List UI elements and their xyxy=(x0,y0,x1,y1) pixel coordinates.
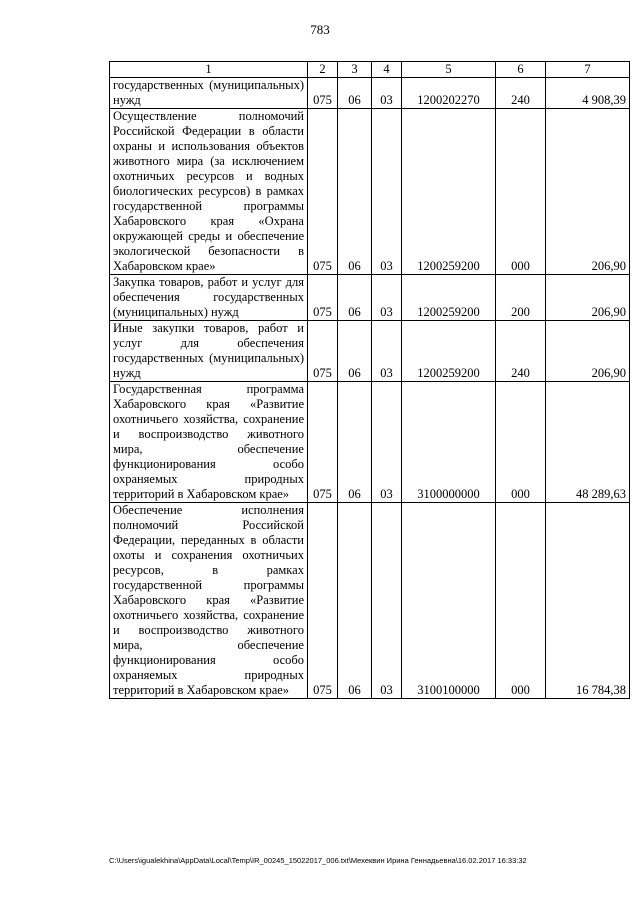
table-row xyxy=(110,321,630,382)
row-code-subsection: 03 xyxy=(372,382,402,503)
row-code-subsection: 03 xyxy=(372,503,402,699)
row-code-expense-type: 240 xyxy=(496,78,546,109)
row-code-target: 1200202270 xyxy=(402,78,496,109)
row-name: Иные закупки товаров, работ и услуг для обеспечения государственных (муниципальных) нужд xyxy=(110,321,308,382)
row-code-section: 06 xyxy=(338,109,372,275)
row-amount: 48 289,63 xyxy=(546,382,630,503)
row-code-expense-type: 000 xyxy=(496,503,546,699)
row-name: государственных (муниципальных) нужд xyxy=(110,78,308,109)
row-code-subsection: 03 xyxy=(372,321,402,382)
header-row xyxy=(110,62,630,78)
table-row xyxy=(110,78,630,109)
row-code-target: 1200259200 xyxy=(402,275,496,321)
table-row xyxy=(110,275,630,321)
page-number: 783 xyxy=(310,22,330,37)
row-name: Закупка товаров, работ и услуг для обеспечения государственных (муниципальных) нужд xyxy=(110,275,308,321)
row-code-expense-type: 000 xyxy=(496,109,546,275)
row-code-subsection: 03 xyxy=(372,78,402,109)
row-code-subsection: 03 xyxy=(372,275,402,321)
row-code-subsection: 03 xyxy=(372,109,402,275)
header-col-5: 5 xyxy=(402,62,496,78)
row-code-ministry: 075 xyxy=(308,78,338,109)
row-code-section: 06 xyxy=(338,321,372,382)
row-code-expense-type: 240 xyxy=(496,321,546,382)
row-code-target: 1200259200 xyxy=(402,109,496,275)
row-code-expense-type: 000 xyxy=(496,382,546,503)
row-code-ministry: 075 xyxy=(308,109,338,275)
row-amount: 4 908,39 xyxy=(546,78,630,109)
table-row xyxy=(110,382,630,503)
header-col-4: 4 xyxy=(372,62,402,78)
header-col-3: 3 xyxy=(338,62,372,78)
table-row xyxy=(110,109,630,275)
row-code-target: 1200259200 xyxy=(402,321,496,382)
row-code-ministry: 075 xyxy=(308,275,338,321)
row-code-section: 06 xyxy=(338,503,372,699)
row-amount: 206,90 xyxy=(546,275,630,321)
row-code-ministry: 075 xyxy=(308,503,338,699)
row-name: Обеспечение исполнения полномочий Российской Федерации, переданных в области охоты и сохранения охотничьих ресурсов, в рамках государственной программы Хабаровского края «Развитие охотничьего хозяйства, сохранение и воспроизводство животного мира, обеспечение функционирования особо охраняемых природных территорий в Хабаровском крае» xyxy=(110,503,308,699)
header-col-7: 7 xyxy=(546,62,630,78)
row-name: Осуществление полномочий Российской Федерации в области охраны и использования объектов животного мира (за исключением охотничьих ресурсов и водных биологических ресурсов) в рамках государственной программы Хабаровского края «Охрана окружающей среды и обеспечение экологической безопасности в Хабаровском крае» xyxy=(110,109,308,275)
row-code-expense-type: 200 xyxy=(496,275,546,321)
row-amount: 206,90 xyxy=(546,321,630,382)
row-amount: 16 784,38 xyxy=(546,503,630,699)
row-name: Государственная программа Хабаровского края «Развитие охотничьего хозяйства, сохранение и воспроизводство животного мира, обеспечение функционирования особо охраняемых природных территорий в Хабаровском крае» xyxy=(110,382,308,503)
table-row xyxy=(110,503,630,699)
row-code-target: 3100000000 xyxy=(402,382,496,503)
row-code-section: 06 xyxy=(338,382,372,503)
file-path-footer: C:\Users\igualekhina\AppData\Local\Temp\IR_00245_15022017_006.txt\Мехеквин Ирина Геннадьевна\16.02.2017 16:33:32 xyxy=(109,856,527,865)
header-col-2: 2 xyxy=(308,62,338,78)
header-col-6: 6 xyxy=(496,62,546,78)
header-col-1: 1 xyxy=(110,62,308,78)
row-code-section: 06 xyxy=(338,78,372,109)
row-code-ministry: 075 xyxy=(308,382,338,503)
row-code-section: 06 xyxy=(338,275,372,321)
row-amount: 206,90 xyxy=(546,109,630,275)
row-code-target: 3100100000 xyxy=(402,503,496,699)
budget-table xyxy=(109,61,630,699)
row-code-ministry: 075 xyxy=(308,321,338,382)
